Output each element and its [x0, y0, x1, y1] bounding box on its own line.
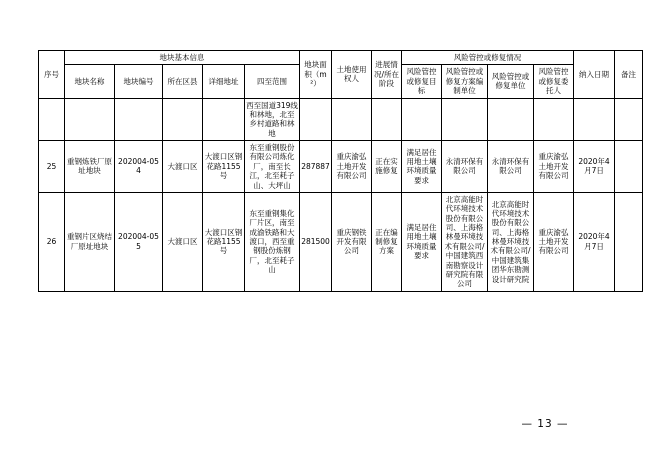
header-remark: 备注: [615, 51, 643, 99]
header-stage: 进展情况/所在阶段: [372, 51, 402, 99]
table-row: [39, 192, 643, 291]
page-footer: [0, 418, 650, 430]
cell-district: 大渡口区: [163, 141, 203, 193]
cell-boundary: 西至国道319线和林地，北至乡村道路和林地: [245, 98, 300, 141]
cell-risk-target: [402, 98, 442, 141]
header-land-code: 地块编号: [115, 65, 163, 98]
cell-district: [163, 98, 203, 141]
cell-date: 2020年4月7日: [574, 192, 615, 291]
cell-remark: [615, 98, 643, 141]
header-date: 纳入日期: [574, 51, 615, 99]
cell-repair-unit: [488, 98, 534, 141]
header-repair-unit: 风险管控或修复单位: [488, 65, 534, 98]
header-entrustor: 风险管控或修复委托人: [534, 65, 574, 98]
cell-land-code: 202004-054: [115, 141, 163, 193]
cell-district: 大渡口区: [163, 192, 203, 291]
cell-remark: [615, 141, 643, 193]
header-boundary: 四至范围: [245, 65, 300, 98]
header-district: 所在区县: [163, 65, 203, 98]
header-basic-info: 地块基本信息: [65, 51, 300, 65]
cell-boundary: 东至重钢集化厂片区，南至成渝铁路和大渡口，西至重钢股份炼钢厂，北至耗子山: [245, 192, 300, 291]
cell-date: 2020年4月7日: [574, 141, 615, 193]
header-risk-info: 风险管控或修复情况: [402, 51, 574, 65]
header-plan-unit: 风险管控或修复方案编制单位: [442, 65, 488, 98]
cell-risk-target: 满足居住用地土壤环境质量要求: [402, 141, 442, 193]
cell-plan-unit: [442, 98, 488, 141]
cell-address: 大渡口区钢花路1155号: [203, 141, 245, 193]
cell-plan-unit: 永清环保有限公司: [442, 141, 488, 193]
header-area: 地块面积（m²）: [300, 51, 332, 99]
table-header-row-1: [39, 51, 643, 65]
cell-area: [300, 98, 332, 141]
cell-remark: [615, 192, 643, 291]
cell-land-code: 202004-055: [115, 192, 163, 291]
cell-land-code: [115, 98, 163, 141]
cell-risk-target: 满足居住用地土壤环境质量要求: [402, 192, 442, 291]
cell-entrustor: 重庆渝弘土地开发有限公司: [534, 141, 574, 193]
table-row: [39, 141, 643, 193]
cell-area: 287887: [300, 141, 332, 193]
header-land-user: 土地使用权人: [332, 51, 372, 99]
cell-seq: [39, 98, 65, 141]
cell-land-name: 重钢炼铁厂原址地块: [65, 141, 115, 193]
cell-land-user: [332, 98, 372, 141]
cell-entrustor: [534, 98, 574, 141]
header-land-name: 地块名称: [65, 65, 115, 98]
header-risk-target: 风险管控或修复目标: [402, 65, 442, 98]
page-number-text: — 13 —: [521, 418, 569, 430]
cell-land-name: [65, 98, 115, 141]
cell-land-name: 重钢片区烧结厂原址地块: [65, 192, 115, 291]
cell-entrustor: 重庆渝弘土地开发有限公司: [534, 192, 574, 291]
header-address: 详细地址: [203, 65, 245, 98]
cell-stage: [372, 98, 402, 141]
table-row: [39, 98, 643, 141]
contaminated-land-table: [38, 50, 643, 292]
cell-seq: 25: [39, 141, 65, 193]
cell-date: [574, 98, 615, 141]
cell-seq: 26: [39, 192, 65, 291]
header-seq: 序号: [39, 51, 65, 99]
cell-address: [203, 98, 245, 141]
cell-repair-unit: 北京高能时代环境技术股份有限公司、上海格林曼环境技术有限公司/中国建筑集团华东勘测设计研究院: [488, 192, 534, 291]
cell-repair-unit: 永清环保有限公司: [488, 141, 534, 193]
cell-boundary: 东至重钢股份有限公司炼化厂，南至长江，北至耗子山、大坪山: [245, 141, 300, 193]
cell-stage: 正在编制修复方案: [372, 192, 402, 291]
cell-stage: 正在实施修复: [372, 141, 402, 193]
cell-land-user: 重庆渝弘土地开发有限公司: [332, 141, 372, 193]
cell-address: 大渡口区钢花路1155号: [203, 192, 245, 291]
cell-land-user: 重庆钢铁开发有限公司: [332, 192, 372, 291]
cell-plan-unit: 北京高能时代环境技术股份有限公司、上海格林曼环境技术有限公司/中国建筑西南勘察设计研究院有限公司: [442, 192, 488, 291]
cell-area: 281500: [300, 192, 332, 291]
